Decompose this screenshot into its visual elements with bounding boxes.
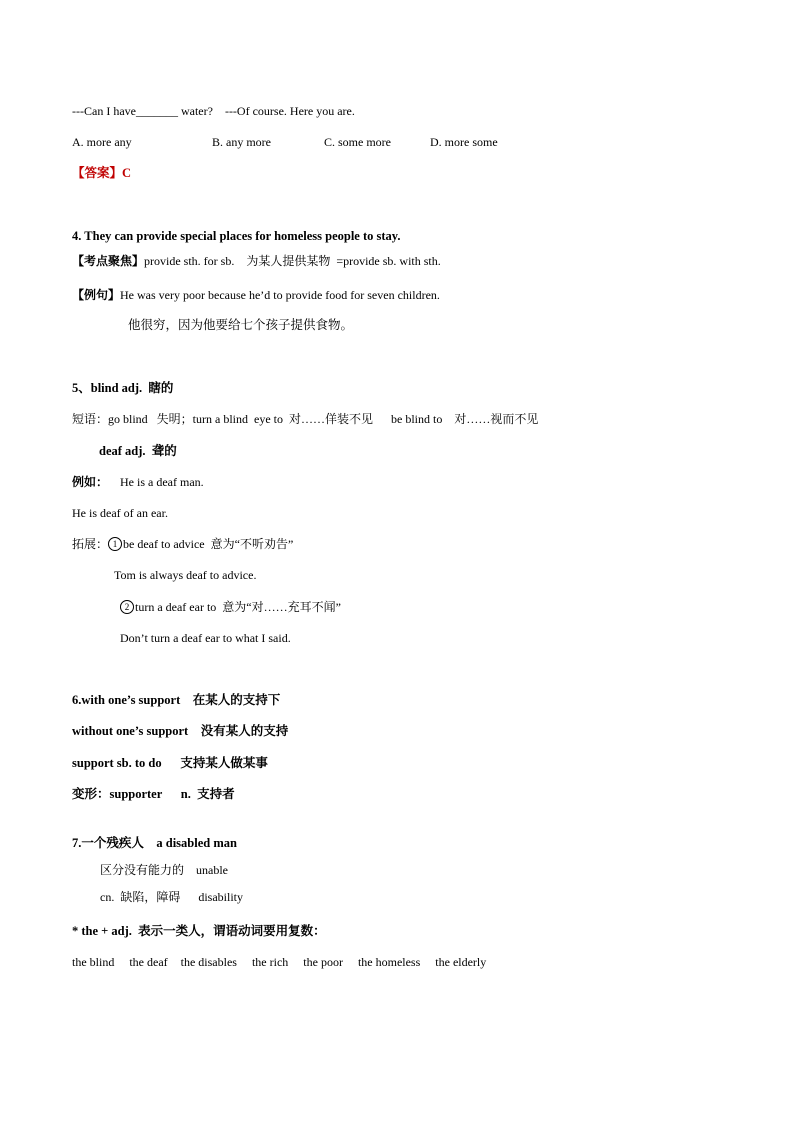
item7-line2: cn. 缺陷，障碍 disability — [100, 890, 243, 904]
item5-extension-1: 拓展： 1 be deaf to advice 意为“不听劝告” — [72, 537, 294, 551]
item6-line3: support sb. to do 支持某人做某事 — [72, 756, 268, 770]
item6-line4: 变形：supporter n. 支持者 — [72, 787, 235, 801]
option-b: B. any more — [212, 135, 271, 149]
option-a: A. more any — [72, 135, 132, 149]
item4-title: 4. They can provide special places for homeless people to stay. — [72, 229, 401, 243]
item5-extension-1-example: Tom is always deaf to advice. — [114, 568, 257, 582]
item4-focus: 【考点聚焦】provide sth. for sb. 为某人提供某物 =provide sb. with sth. — [72, 254, 441, 268]
item4-example: 【例句】He was very poor because he’d to provide food for seven children. — [72, 288, 440, 302]
item5-extension-2: 2 turn a deaf ear to 意为“对……充耳不闻” — [120, 599, 341, 615]
answer: 【答案】C — [72, 166, 132, 180]
item5-extension-2-example: Don’t turn a deaf ear to what I said. — [120, 631, 291, 645]
circled-number-1: 1 — [108, 537, 122, 551]
item5-example-1: 例如： He is a deaf man. — [72, 475, 204, 489]
deaf-title: deaf adj. 聋的 — [99, 444, 177, 458]
circled-number-2: 2 — [120, 600, 134, 614]
option-c: C. some more — [324, 135, 391, 149]
item6-line1: 6.with one’s support 在某人的支持下 — [72, 693, 281, 707]
note-examples: the blind the deaf the disables the rich the poor the homeless the elderly — [72, 955, 487, 969]
question-line: ---Can I have_______ water? ---Of course. Here you are. — [72, 104, 355, 118]
item5-title: 5、blind adj. 瞎的 — [72, 381, 174, 395]
item5-example-2: He is deaf of an ear. — [72, 506, 168, 520]
item7-title: 7.一个残疾人 a disabled man — [72, 836, 237, 850]
item4-example-zh: 他很穷，因为他要给七个孩子提供食物。 — [128, 318, 354, 332]
option-d: D. more some — [430, 135, 498, 149]
item6-line2: without one’s support 没有某人的支持 — [72, 724, 289, 738]
item5-phrases: 短语：go blind 失明；turn a blind eye to 对……佯装不见 be blind to 对……视而不见 — [72, 412, 539, 426]
item7-line1: 区分没有能力的 unable — [100, 863, 228, 877]
note-title: * the + adj. 表示一类人，谓语动词要用复数： — [72, 924, 326, 938]
